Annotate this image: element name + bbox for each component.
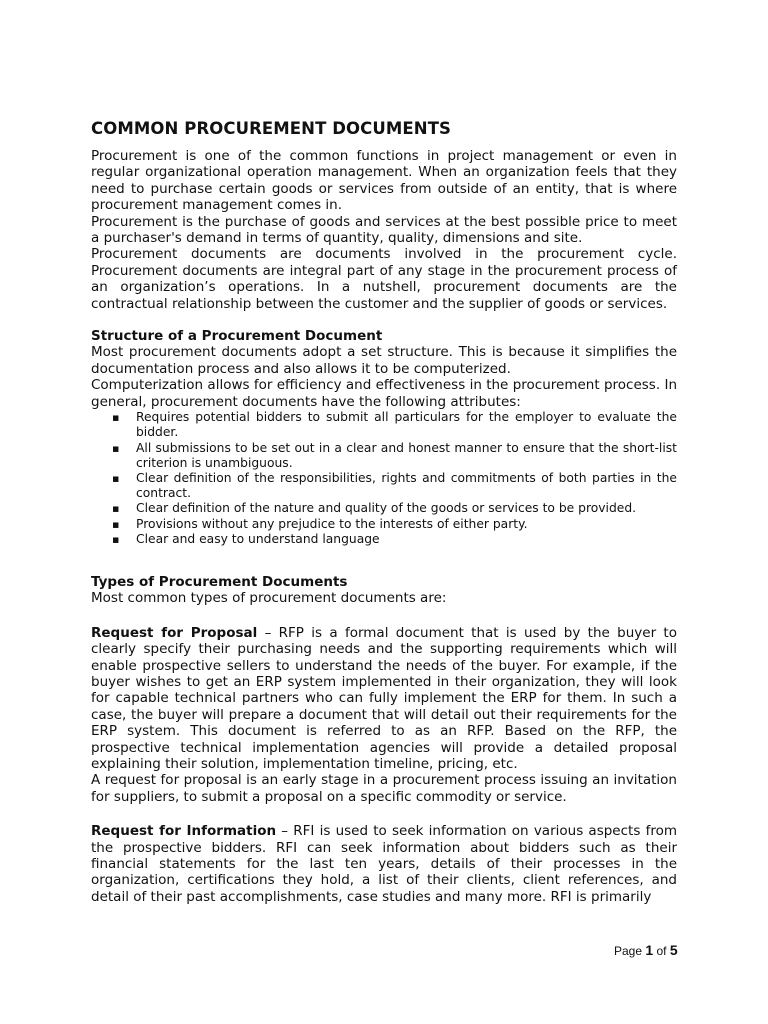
rfp-term: Request for Proposal — [91, 624, 258, 641]
page-footer — [614, 942, 678, 958]
list-item: ▪ Clear and easy to understand language — [136, 532, 677, 547]
attributes-list — [91, 410, 677, 547]
page-number: 1 — [645, 942, 654, 958]
page-total: 5 — [669, 942, 678, 958]
structure-paragraph-2: Computerization allows for efficiency and effectiveness in the procurement process. In general, procurement documents have the following attributes: — [91, 377, 677, 410]
intro-paragraph-3: Procurement documents are documents involved in the procurement cycle. Procurement documents are integral part of any stage in the procurement process of an organization’s operations. In a nutshell, procurement documents are the contractual relationship between the customer and the supplier of goods or services. — [91, 246, 677, 312]
rfi-text: – RFI is used to seek information on various aspects from the prospective bidders. RFI can seek information about bidders such as their financial statements for the last ten years, details of their processes in the organization, certifications they hold, a list of their clients, client references, and detail of their past accomplishments, case studies and many more. RFI is primarily — [91, 823, 677, 905]
rfi-term: Request for Information — [91, 823, 277, 840]
list-item: ▪ Requires potential bidders to submit all particulars for the employer to evaluate the bidder. — [136, 410, 677, 440]
page-label: Page — [614, 944, 646, 958]
list-item: ▪ Provisions without any prejudice to the interests of either party. — [136, 517, 677, 532]
structure-paragraph-1: Most procurement documents adopt a set structure. This is because it simplifies the documentation process and also allows it to be computerized. — [91, 344, 677, 377]
types-intro: Most common types of procurement documents are: — [91, 590, 447, 607]
types-heading: Types of Procurement Documents — [91, 573, 348, 590]
list-item: ▪ Clear definition of the nature and quality of the goods or services to be provided. — [136, 501, 677, 516]
rfp-text: – RFP is a formal document that is used by the buyer to clearly specify their purchasing needs and the supporting requirements which will enable prospective sellers to understand the needs of the buyer. For example, if the buyer wishes to get an ERP system implemented in their organization, they will look for capable technical partners who can fully implement the ERP for them. In such a case, the buyer will prepare a document that will detail out their requirements for the ERP system. This document is referred to as an RFP. Based on the RFP, the prospective technical implementation agencies will provide a detailed proposal explaining their solution, implementation timeline, pricing, etc. — [91, 624, 677, 772]
of-label: of — [653, 944, 670, 958]
rfi-paragraph — [91, 823, 677, 905]
intro-paragraph-2: Procurement is the purchase of goods and services at the best possible price to meet a purchaser's demand in terms of quantity, quality, dimensions and site. — [91, 213, 677, 247]
document-page — [91, 118, 677, 905]
list-item: ▪ All submissions to be set out in a clear and honest manner to ensure that the short-list criterion is unambiguous. — [136, 441, 677, 471]
list-item: ▪ Clear definition of the responsibilities, rights and commitments of both parties in the contract. — [136, 471, 677, 501]
document-title: COMMON PROCUREMENT DOCUMENTS — [91, 119, 452, 138]
structure-heading: Structure of a Procurement Document — [91, 328, 383, 345]
rfp-paragraph-2: A request for proposal is an early stage in a procurement process issuing an invitation for suppliers, to submit a proposal on a specific commodity or service. — [91, 772, 677, 805]
rfp-paragraph — [91, 625, 677, 773]
intro-paragraph-1: Procurement is one of the common functions in project management or even in regular organizational operation management. When an organization feels that they need to purchase certain goods or services from outside of an entity, that is where procurement management comes in. — [91, 148, 677, 214]
